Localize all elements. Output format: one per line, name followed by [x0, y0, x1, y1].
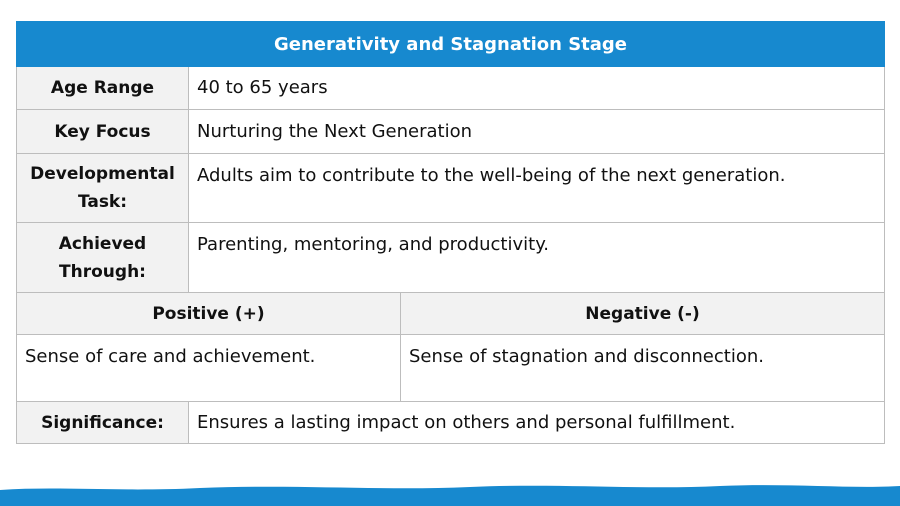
stage-table [16, 21, 885, 444]
age-range-value: 40 to 65 years [189, 67, 885, 110]
key-focus-value: Nurturing the Next Generation [189, 110, 885, 154]
positive-value: Sense of care and achievement. [17, 335, 401, 402]
age-range-label: Age Range [17, 67, 189, 110]
blue-brush-stroke-decoration [0, 480, 900, 506]
significance-value: Ensures a lasting impact on others and personal fulfillment. [189, 402, 885, 444]
achieved-through-value: Parenting, mentoring, and productivity. [189, 223, 885, 293]
achieved-through-label: Achieved Through: [17, 223, 189, 293]
positive-header: Positive (+) [17, 293, 401, 335]
table-title: Generativity and Stagnation Stage [17, 22, 885, 67]
developmental-task-label: Developmental Task: [17, 154, 189, 223]
significance-label: Significance: [17, 402, 189, 444]
stage-table-container [16, 21, 884, 444]
developmental-task-value: Adults aim to contribute to the well-being of the next generation. [189, 154, 885, 223]
key-focus-label: Key Focus [17, 110, 189, 154]
negative-header: Negative (-) [401, 293, 885, 335]
negative-value: Sense of stagnation and disconnection. [401, 335, 885, 402]
